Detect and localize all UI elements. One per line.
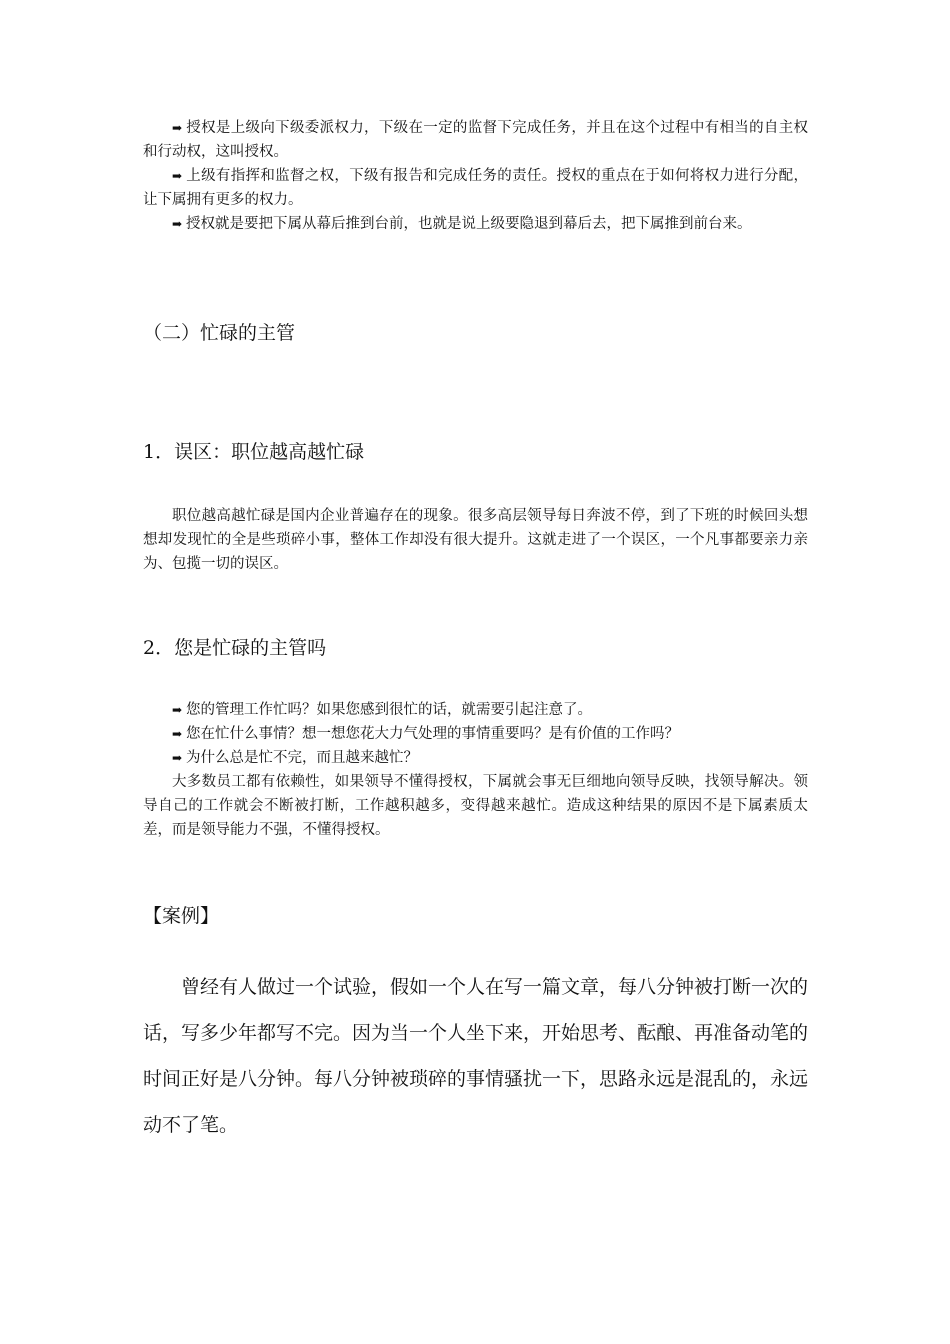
case-paragraph: 曾经有人做过一个试验，假如一个人在写一篇文章，每八分钟被打断一次的话，写多少年都写不完。因为当一个人坐下来，开始思考、酝酿、再准备动笔的时间正好是八分钟。每八分钟被琐碎的事情骚扰一下，思路永远是混乱的，永远动不了笔。: [143, 976, 809, 1136]
bullet-item: ➡ 授权就是要把下属从幕后推到台前，也就是说上级要隐退到幕后去，把下属推到前台来。: [143, 212, 808, 236]
sub2-body: [143, 698, 808, 842]
right-arrow-icon: ➡: [172, 751, 183, 765]
sub2-heading: 2．您是忙碌的主管吗: [143, 637, 327, 659]
right-arrow-icon: ➡: [172, 727, 183, 741]
case-heading: 【案例】: [143, 905, 220, 927]
sub1-paragraph: 职位越高越忙碌是国内企业普遍存在的现象。很多高层领导每日奔波不停，到了下班的时候回头想想却发现忙的全是些琐碎小事，整体工作却没有很大提升。这就走进了一个误区，一个凡事都要亲力亲为、包揽一切的误区。: [143, 508, 808, 572]
sub1-heading-block: [143, 438, 808, 466]
bullet-item: ➡ 您在忙什么事情？想一想您花大力气处理的事情重要吗？是有价值的工作吗？: [143, 722, 808, 746]
section-heading: （二）忙碌的主管: [143, 322, 296, 344]
sub1-heading: 1．误区：职位越高越忙碌: [143, 441, 365, 463]
case-heading-block: [143, 902, 808, 930]
right-arrow-icon: ➡: [172, 121, 183, 135]
right-arrow-icon: ➡: [172, 703, 183, 717]
right-arrow-icon: ➡: [172, 169, 183, 183]
sub2-heading-block: [143, 634, 808, 662]
section-heading-block: [143, 319, 808, 347]
case-paragraph-block: [143, 964, 808, 1148]
bullet-item: ➡ 上级有指挥和监督之权，下级有报告和完成任务的责任。授权的重点在于如何将权力进行分配，让下属拥有更多的权力。: [143, 164, 808, 212]
right-arrow-icon: ➡: [172, 217, 183, 231]
bullet-item: ➡ 授权是上级向下级委派权力，下级在一定的监督下完成任务，并且在这个过程中有相当的自主权和行动权，这叫授权。: [143, 116, 808, 164]
bullet-item: ➡ 您的管理工作忙吗？如果您感到很忙的话，就需要引起注意了。: [143, 698, 808, 722]
bullet-item: ➡ 为什么总是忙不完，而且越来越忙？: [143, 746, 808, 770]
sub2-paragraph: 大多数员工都有依赖性，如果领导不懂得授权，下属就会事无巨细地向领导反映，找领导解决。领导自己的工作就会不断被打断，工作越积越多，变得越来越忙。造成这种结果的原因不是下属素质太差，而是领导能力不强，不懂得授权。: [143, 774, 808, 838]
sub1-paragraph-block: [143, 504, 808, 576]
authorization-bullets: [143, 116, 808, 236]
